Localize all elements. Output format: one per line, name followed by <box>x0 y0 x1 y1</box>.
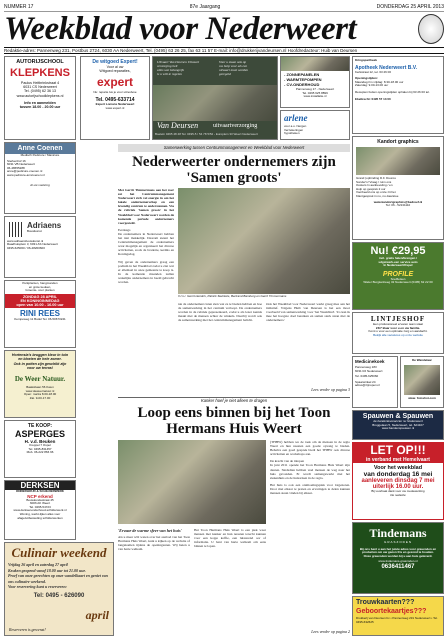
ad-line: Sonder's! Vraag / ruim ons <box>356 179 392 184</box>
ad-trouwkaarten <box>352 596 444 636</box>
ad-contact: Boeleln 0495 48 48 Tel. 0495-5 / 54 78 5/52 - Europlein 33 Weert Nederweert <box>155 133 258 136</box>
ad-line: - WARMTEPOMPEN <box>284 77 322 82</box>
ad-brand: LINTJESHOF <box>370 315 426 323</box>
article-body: Eerdaags De ondernemers in Nederweert hebben het niet makkelijk. Daarom steunt het Centrummanagement de ondernemers waar mogelijk en organiseert het diverse activiteiten, zoals de braderie, kermis en Koningsdag. <box>118 227 174 257</box>
photo-caption: V.l.n.r. Gerrit Hendrix, Patrick Swinkels, Bertrand Bamberg en Gerrit Timmermans <box>178 294 287 298</box>
ad-address: Pannenweg 183 6031 RJ Nederweert <box>355 365 383 373</box>
ad-apotheek <box>352 56 444 134</box>
ad-vandeursen <box>152 56 278 140</box>
ad-top: TE KOOP: <box>27 423 53 429</box>
article-column <box>270 440 350 628</box>
ad-installatie <box>280 56 350 108</box>
article-column: Ook het Weekblad voor Nederweert werkt graag mee aan het initiatief. Volgens Huib van Deursen is het een mooi voorbeeld van samenwerking voor 'het Weekblad'. 'Zo kan ik mee het hoogste doel bereiken en samen sterk staan met de ondernemers.' <box>266 302 350 323</box>
ad-foot: Reserveren is gewenst! <box>9 627 46 632</box>
ad-culinair <box>4 542 114 636</box>
ad-coenen <box>4 142 76 214</box>
ad-brand: arlene <box>284 113 308 123</box>
ad-web: www.tindemans-graszoden.nl <box>378 559 418 564</box>
ad-brand: H. v.d. Beuken <box>24 439 56 444</box>
ad-line: Oosters ln aanbeveling / en <box>356 183 393 188</box>
ad-address: Kempeweg 11 Budel Tel. 06-50673241 <box>14 316 66 321</box>
article-body: De kracht van de inlopen In juni 2011 opende het Toon Hermans Huis Weert zijn deuren. Sindsdien hebben veel mensen de weg naar het huis gevonden. Er wordt samengewerkt met het ziekenhuis en de huisartsen in de regio. <box>270 459 350 480</box>
ad-kandort <box>352 136 444 240</box>
ad-title: Trouwkaarten??? <box>356 599 415 606</box>
ad-text: www.adriaensbouwkunst.nl Raadhuisplein 3, 6031 AS Nederweert 0495-625060 / 06-48200600 <box>7 238 58 250</box>
ad-brand: RINI REES <box>19 308 60 318</box>
article-kicker: Samenwerking tussen Centrummanagement en Weekblad voor Nederweert <box>118 144 350 152</box>
article-headline: Loop eens binnen bij het Toon Hermans Huis Weert <box>137 405 331 437</box>
ad-line: Hulp op gesprek 2 uur <box>356 186 386 191</box>
ad-sub: voor a.u. Nergen Verzekeringen hypotheken <box>284 124 307 136</box>
ad-name: Expert Lomans Nederweert <box>95 102 135 106</box>
ad-line: Klantgesprek in nu, nu daarstoe <box>356 193 399 198</box>
ad-line: - ZONNEPANELEN <box>284 72 320 77</box>
ad-brand: Van Deursen <box>157 121 199 130</box>
ad-name: Snelfietsen <box>390 276 406 281</box>
ad-text: Hortensia's bruggen kleur in tuin en bloeien de hele zomer. Ook in potten zijn geschikt zijn voor uw terras! <box>11 353 69 370</box>
ad-title: ASPERGES <box>14 429 65 439</box>
article-column <box>118 528 190 636</box>
ad-brand: Adriaens <box>27 221 62 230</box>
masthead-title: Weekblad voor Nederweert <box>4 11 357 47</box>
ad-heading: Openingstijden: <box>355 76 378 81</box>
ad-title: De witgoed Expert! <box>92 59 138 65</box>
ad-line: aanleveren dinsdag 7 mei <box>361 478 435 484</box>
ad-fotoshot <box>400 356 444 408</box>
ad-sub: Geboortekaartjes??? <box>356 608 427 615</box>
article-quote: 'Ervaar de warme sfeer van het huis' <box>118 528 182 533</box>
ad-brand: Tindemans <box>369 526 427 540</box>
ad-address: Kreppel 7 Ospel Tel. 0495-831457 Mob. 06-222 866 96 <box>26 443 54 455</box>
ad-photo <box>356 147 440 175</box>
ad-extra: Recepten buiten openingstijden ophalen bij 63 26 00 tel. <box>355 89 430 94</box>
ad-date: ZONDAG 28 APRIL EN KONINGINNEDAG open van 10.00 - 16.00 uur <box>5 294 75 308</box>
ad-address: Kerkstraat 12, tel. 63 26 00 <box>355 69 392 74</box>
ad-line3: Komt u voor een optimale zorg en aandacht. <box>368 329 428 334</box>
ad-detail: NCP erkend <box>27 493 53 499</box>
ad-photo <box>404 365 440 395</box>
ad-text: Perkplanten, hangmanden en grote keuken, Groente- voor planten <box>22 281 58 293</box>
ad-title: Culinair weekend <box>11 545 107 560</box>
ad-photo <box>281 57 349 71</box>
ad-sub: in verband met Hemelvaart <box>353 457 443 463</box>
ad-title: Kringspartheek <box>355 58 378 62</box>
ad-line: Keuken geopend vanaf 18.00 uur tot 21.00 uur. <box>8 567 86 573</box>
ad-info: Info en aanmelden tussen 18.00 - 20.00 uur <box>19 100 61 110</box>
ad-brand: Apotheek Nederweert B.V. <box>355 64 418 71</box>
ad-sub: Bouwkunst <box>27 229 42 233</box>
town-crest-icon <box>418 14 444 44</box>
ad-title: LET OP!!! <box>353 443 443 457</box>
article-body: Het huis is ook een ontmoetingsplek voor lotgenoten. Door met elkaar te praten en ervaringen te delen kunnen mensen steun vinden bij elkaar. <box>270 482 350 496</box>
ad-footnote: Tel: 06 - 52131110 <box>385 203 411 208</box>
ad-brand: KLEPKENS <box>10 67 70 79</box>
ad-text: Sterkenhof 16 6031 VB Nederweert 06-48655288 anne@pedicure-coenen.nl www.pedicure-anncoenen.nl <box>7 158 45 177</box>
ad-month: april <box>85 608 109 622</box>
ad-spauwen <box>352 410 444 440</box>
article-body: Als u meer wilt weten over het aanbod van het Toon Hermans Huis Weert, kunt u kijken op de website of langskomen tijdens de openingsuren. Wij heten u van harte welkom. <box>118 535 190 552</box>
ad-address: Baaksbaan 56 Kwen www.deweernatuur.nl Open: ma/za 8.00-18.00 Zat. 9-00-17.00 <box>23 385 57 400</box>
ad-asperges <box>4 420 76 478</box>
ad-tel: 0636411467 <box>381 563 415 570</box>
article-column: Het Toon Hermans Huis Weert is een plek waar mensen met kanker en hun naasten terecht kunnen voor een kopje koffie, een luisterend oor of informatie. U bent van harte welkom om eens binnen te lopen. <box>194 528 266 549</box>
article-photo <box>178 188 350 294</box>
ad-line: van donderdag 16 mei <box>363 471 433 478</box>
article-kicker: Kanker hoef je niet alleen te dragen <box>118 397 350 404</box>
ad-lintjeshof <box>352 312 444 354</box>
ad-rinirees <box>4 280 76 348</box>
ad-foot: Bij voorbaat dank voor uw medewerking <box>371 489 425 493</box>
ad-brand: De Weer Natuur. <box>14 375 66 384</box>
ad-medicinekoek <box>352 356 398 408</box>
ad-phone: www.kandortgraphics@bedreef.nl <box>373 199 423 204</box>
ad-line2: Witgoed reparaties, <box>99 69 131 74</box>
ad-line: Voorbeeld ons op onze zit het <box>356 190 396 195</box>
ad-address: Bruggelaan 5, Nederweert, tel. 624107 <box>372 422 424 427</box>
article-headline: Nederweerter ondernemers zijn 'Samen groots' <box>132 154 336 186</box>
ad-tel: Tel. 0495-625060 <box>355 374 379 379</box>
ad-line2: 24/7 klaar voor u en uw familie. <box>375 325 421 330</box>
ad-line1: Voor al uw <box>106 65 124 69</box>
article-body: (THHW) hebben we de taak om de mensen in de regio Weert en hun naasten een goede opvang te bieden. Behalve een goed gesprek biedt het THHW ook diverse activiteiten en workshops aan. <box>270 440 350 457</box>
ad-photo <box>153 85 278 121</box>
ad-profile <box>352 242 444 310</box>
ad-quote2: Voor u staan ook op uw hulp voor als een uitvaart moet worden geregeld <box>219 60 249 76</box>
ad-brand: Spauwen & Spauwen <box>362 413 434 420</box>
ad-lines <box>5 561 113 591</box>
ad-line: uiterlijk 16.00 uur. <box>372 484 424 490</box>
ad-note: Woning, werkt-lijken alles voor afage/uitbesteding schilderwerken <box>17 511 63 520</box>
article-photo <box>118 440 266 524</box>
ad-note: Al uw voetzorg <box>30 182 50 187</box>
ad-line: Voor reservering kunt u reserveren: <box>8 584 67 589</box>
ad-sub: Nu: reparie lus je voor uitnodvoe <box>93 90 137 95</box>
ad-quote: Uitvaart Van Deursen Uitvaart verzorging helt alles wat belangrijk is u wilt te regelen <box>157 60 200 76</box>
ad-lines <box>281 71 349 88</box>
ad-web: www.bandenspauwen.nl <box>381 426 415 431</box>
ad-sub: de bandenleverancier nu Nederweert <box>373 419 423 423</box>
article-lead: Met Gerrit Timmermans aan het roer zet het Centrummanagement Nederweert zich vol energie in om het lokale ondernemerschap en een levendig centrum te ondersteunen. Via de rubriek 'Samen groots' in het Weekblad voor Nederweert worden de komende periode ondernemers voorgesteld. <box>118 188 174 225</box>
ad-line1: Een professioneel ervaren team staat <box>373 322 423 326</box>
ad-sub: ONDERHOUD & SCHILDERWERK <box>16 489 64 493</box>
ad-title: Nu! €29,95 <box>370 245 426 257</box>
ad-derksen <box>4 480 76 540</box>
ad-tindemans <box>352 522 444 594</box>
ad-lines <box>353 175 443 201</box>
ad-hours: Maandag t/m vrijdag: 8.30-18.00 uur Zaterdag: 9.00-13.00 uur <box>355 79 404 88</box>
ad-brand: Medicinekoek <box>355 359 385 364</box>
ad-line: Proef van onze gerechten op onze wandelkaart en geniet van ons culinaire weekend. <box>8 573 108 584</box>
ad-sub: uitvaartverzorging <box>213 123 258 129</box>
ad-line: Grand (opbinding D.F. Duuros <box>356 176 396 180</box>
ad-brand: DERKSEN <box>5 481 75 490</box>
redaction-line: Redaktie-adres: Pannenweg 231, Postbus 2724, 6030 AA Nederweert, Tel. (0495) 63 26 25, fax 63 11 57 E-mail: info@drukkerijvandeursen.nl Hoofdredacteur: Huib van Deursen <box>4 47 444 54</box>
issue-date: DONDERDAG 25 APRIL 2013 <box>376 4 444 10</box>
ad-tel: Tel: 0495 - 626090 <box>33 592 85 599</box>
ad-web: www.expert.nl <box>105 105 125 110</box>
ad-text: incl. gratis halen/brengen / sdgs/werk-een service auto In Nederweert/Ospel <box>378 256 418 268</box>
ad-sub: GRASZODEN <box>383 540 412 544</box>
ad-info: Spaarwinkel 24 adres@zijnopen.nl <box>355 379 380 388</box>
read-more-link[interactable]: Lees verder op pagina 3 <box>311 387 350 392</box>
ad-phone: Ebeltrecht: 0495 57 13 00 <box>355 96 391 101</box>
ad-line: Vrijdag 26 april en zaterdag 27 april <box>8 562 68 567</box>
ad-address: Pannenweg 17 - Nederweert Tel. 0495 625 8899 www.installatie.nl <box>295 87 335 99</box>
ad-text: Bij ons bent u aan het juiste adres voor graszoden en producten om uw gazon fris en gezond te houden. Onze graszoden worden bij u aan huis geleverd. <box>359 546 437 558</box>
issue-number: NUMMER 17 <box>4 4 34 10</box>
ad-line: - CV-ONDERHOUD <box>284 82 320 87</box>
ad-web: www. fotoshot.com <box>408 395 436 400</box>
ad-address: Paulus Heitbrinkstraat 4 6031 CS Nederweert Tel. (0495) 62 36 13 www.autorijschoolklepkens.nl <box>16 81 64 98</box>
ad-dewaar <box>4 350 76 418</box>
volume: 87e Jaargang <box>189 4 221 10</box>
article-body: Wij geven de ondernemers graag een podium in het Weekblad zodat u ziet wat er allemaal in onze gemeente te koop is. In de komende maanden zullen wekelijks ondernemers in beeld gebracht worden. <box>118 259 174 284</box>
ad-title: Kandort graphics <box>377 139 419 145</box>
ad-title: De Wandelaar <box>412 358 432 362</box>
ad-link[interactable]: Bekijk alle vacatures op onze website <box>373 332 423 337</box>
ad-tel: Tel. 0495-633714 <box>95 97 135 103</box>
ad-letop <box>352 442 444 520</box>
ad-foot: Drukkerij van Deursen bv • Pannenweg 231 Nederweert • Tel. 0495-632625 <box>356 616 438 624</box>
ad-expert <box>80 56 150 140</box>
ad-autorijschool <box>4 56 76 140</box>
ad-title: AUTORIJSCHOOL <box>16 59 64 65</box>
ad-address: Wieler Burgkerkweg 32 Nederweert (0495) 62 22 00 <box>363 280 433 285</box>
ad-line: Voor het weekblad <box>373 465 423 471</box>
ad-sub: Medisch Pedicure / Manicure <box>20 153 60 157</box>
logo-icon <box>9 222 24 237</box>
ad-web: www.derksenonderhoud-schilderwerk.nl <box>13 508 67 513</box>
ad-arlene <box>280 110 350 140</box>
ad-brand: expert <box>96 75 134 90</box>
ad-brand: PROFILE <box>382 270 414 278</box>
read-more-link[interactable]: Lees verder op pagina 2 <box>311 629 350 634</box>
ad-address: Bouwkundestraat 45 6006 AK Weert Tel. 0495-54723 <box>26 497 54 509</box>
ad-name: De redactie <box>390 492 406 497</box>
ad-brand: Anne Coenen <box>5 143 75 154</box>
article-column <box>118 188 174 394</box>
article-column: nie de ondernemers laten zien wat ze te bieden hebben en hoe de samenwerking in het centrum verloopt. De ondernemers worden in de rubriek gepresenteerd, zodat u als lezer kennis maakt met de mensen achter de winkels. Daarbij wordt ook de samenwerking met het centrummanagement belicht. <box>178 302 262 323</box>
ad-adriaens <box>4 216 76 278</box>
